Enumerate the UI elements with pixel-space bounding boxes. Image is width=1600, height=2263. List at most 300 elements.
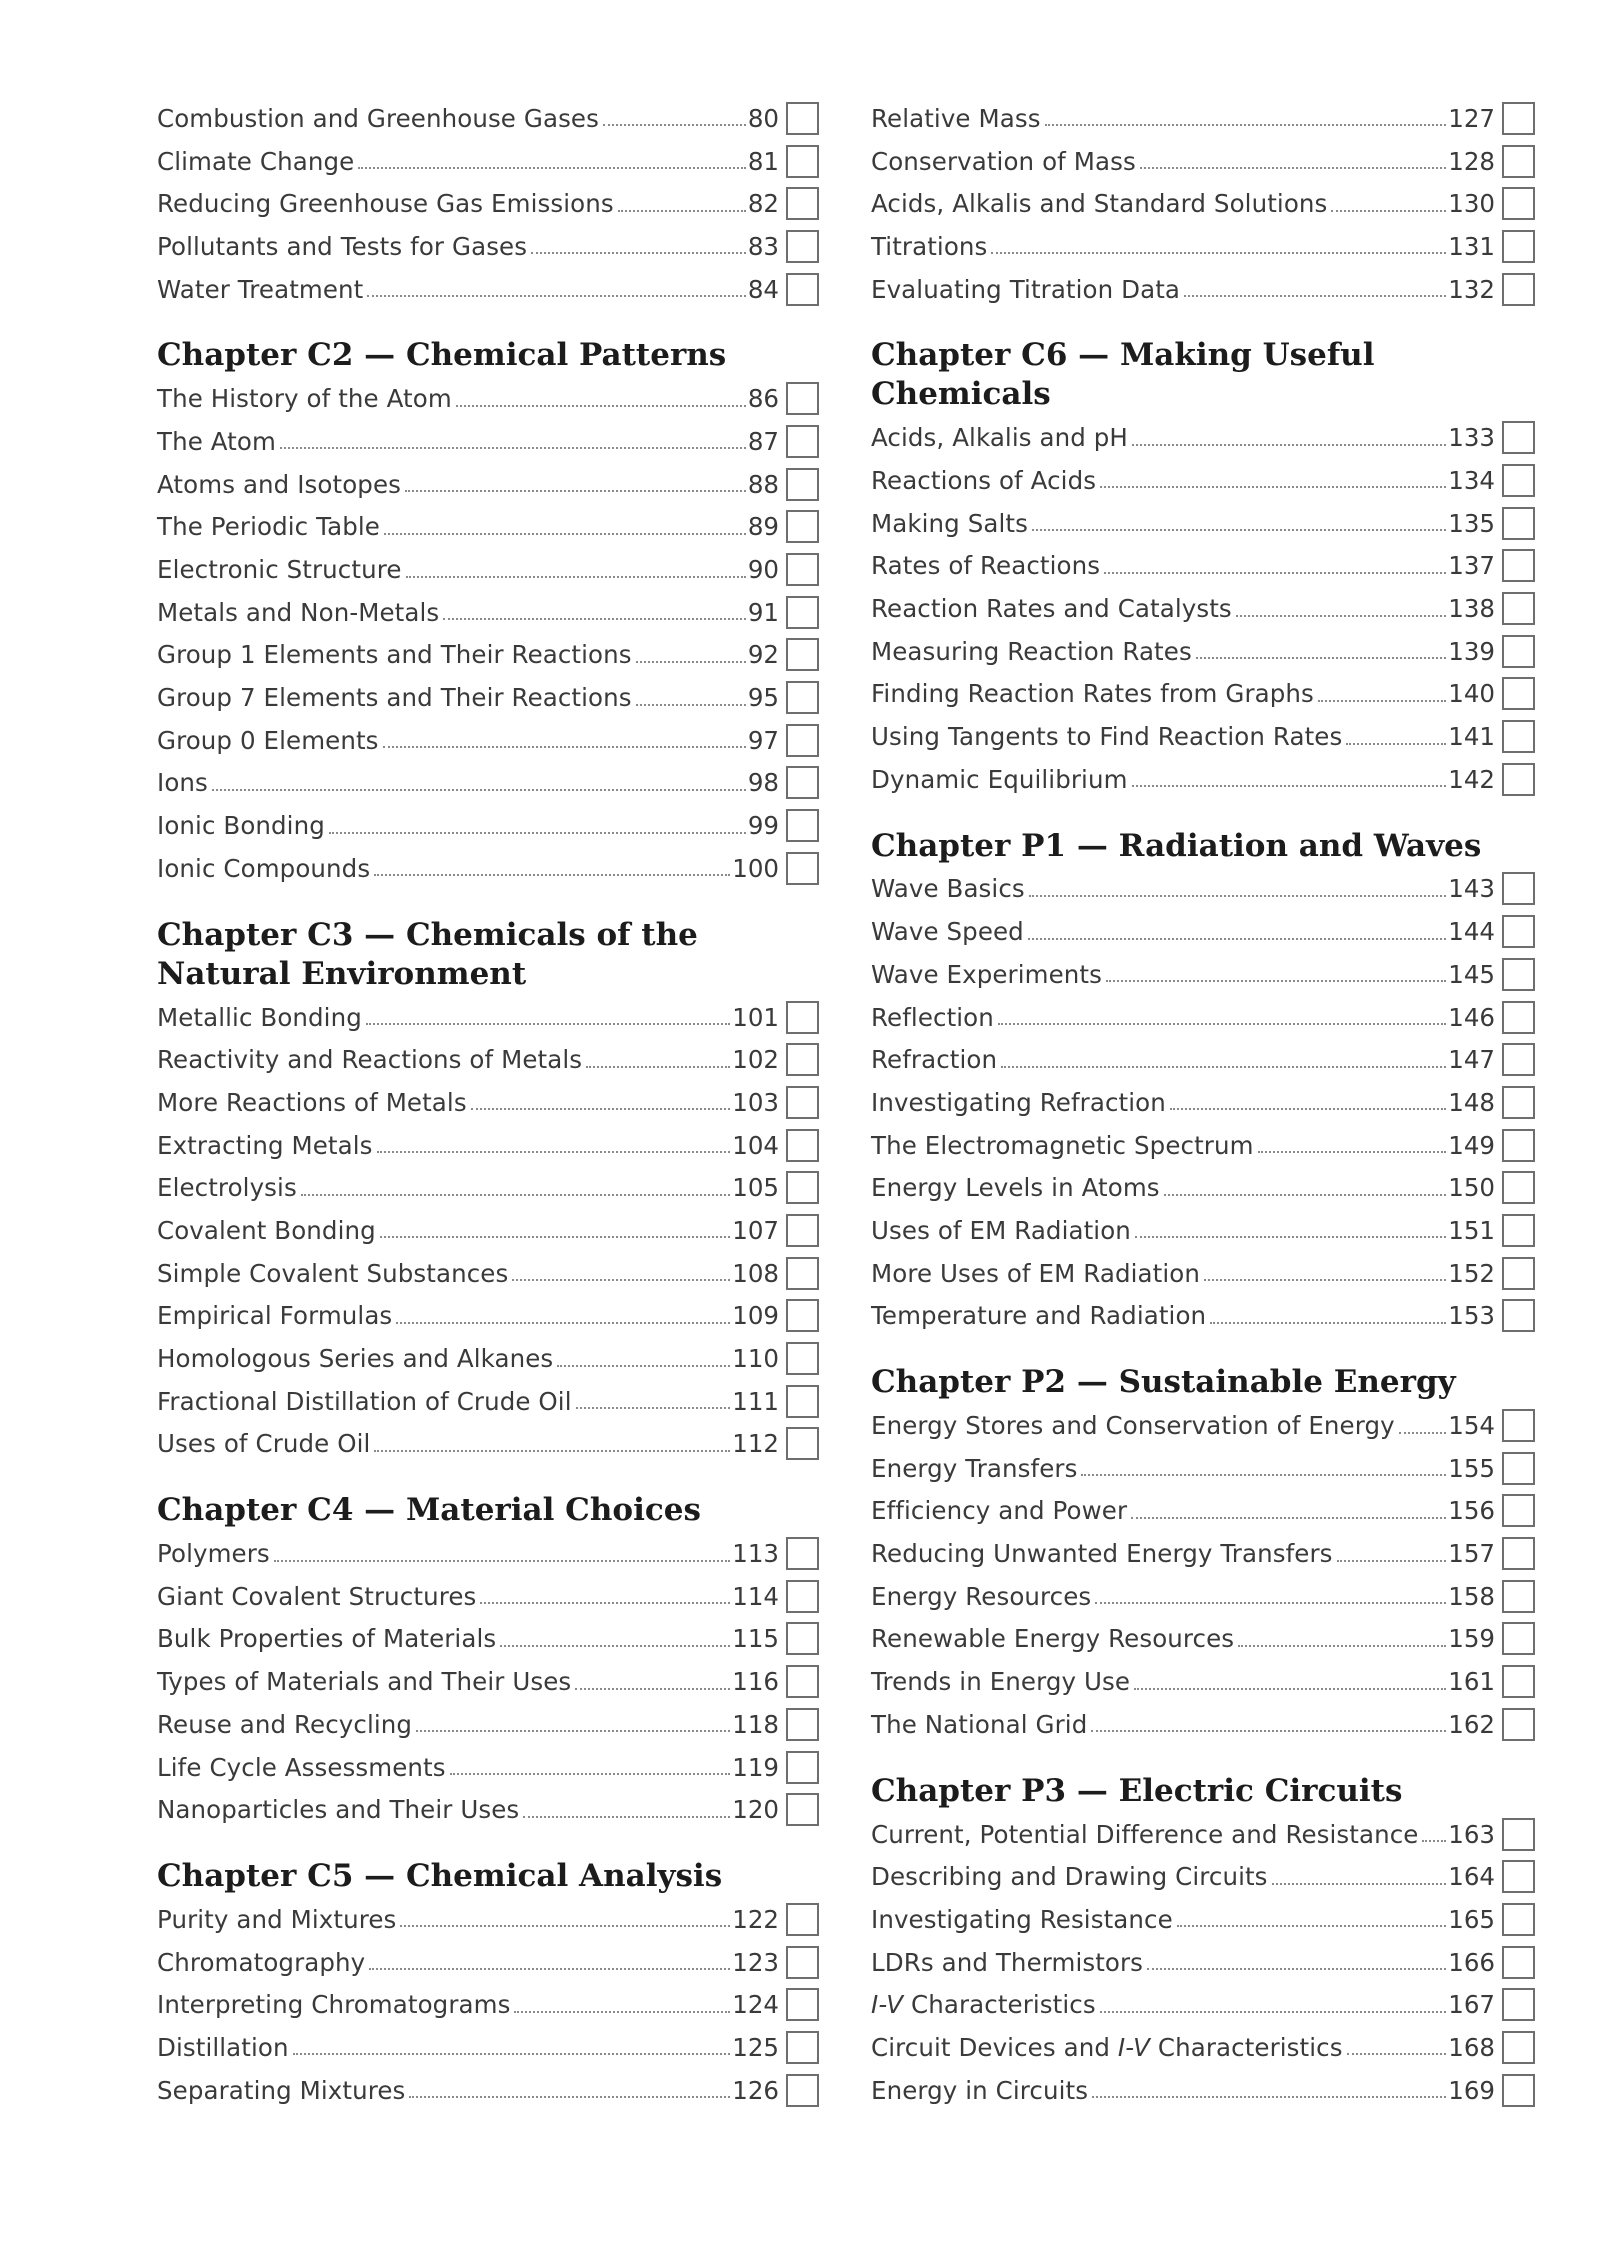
- page-number: 112: [732, 1429, 779, 1459]
- page-number: 99: [747, 811, 779, 841]
- page-number: 109: [732, 1301, 779, 1331]
- dot-leader: [405, 490, 746, 492]
- dot-leader: [367, 295, 745, 297]
- page-number: 124: [732, 1990, 779, 2020]
- entry-title: Refraction: [871, 1045, 998, 1075]
- entry-title: Energy Stores and Conservation of Energy: [871, 1411, 1395, 1441]
- contents-entry: [871, 910, 1535, 953]
- progress-checkbox[interactable]: [1502, 230, 1535, 263]
- contents-entry: [157, 847, 819, 890]
- page-number: 152: [1448, 1258, 1495, 1288]
- entry-title: Interpreting Chromatograms: [157, 1990, 511, 2020]
- page-number: 80: [747, 103, 779, 133]
- contents-entry: [871, 1618, 1535, 1661]
- progress-checkbox[interactable]: [786, 1793, 819, 1826]
- contents-entry: [871, 587, 1535, 630]
- entry-title: Reactivity and Reactions of Metals: [157, 1045, 583, 1075]
- page-number: 138: [1448, 594, 1495, 624]
- progress-checkbox[interactable]: [1502, 1622, 1535, 1655]
- contents-entry: [871, 140, 1535, 183]
- dot-leader: [374, 1450, 730, 1452]
- dot-leader: [369, 1968, 730, 1970]
- contents-entry: [871, 715, 1535, 758]
- entry-title: Dynamic Equilibrium: [871, 764, 1128, 794]
- contents-entry: [157, 1081, 819, 1124]
- progress-checkbox[interactable]: [786, 102, 819, 135]
- progress-checkbox[interactable]: [786, 1988, 819, 2021]
- dot-leader: [576, 1407, 731, 1409]
- dot-leader: [358, 167, 746, 169]
- progress-checkbox[interactable]: [1502, 1494, 1535, 1527]
- entry-title: Titrations: [871, 231, 988, 261]
- progress-checkbox[interactable]: [1502, 1001, 1535, 1034]
- dot-leader: [274, 1560, 730, 1562]
- progress-checkbox[interactable]: [1502, 549, 1535, 582]
- progress-checkbox[interactable]: [1502, 2031, 1535, 2064]
- progress-checkbox[interactable]: [786, 1622, 819, 1655]
- progress-checkbox[interactable]: [786, 596, 819, 629]
- progress-checkbox[interactable]: [1502, 1860, 1535, 1893]
- progress-checkbox[interactable]: [1502, 187, 1535, 220]
- entry-title: Reaction Rates and Catalysts: [871, 594, 1232, 624]
- dot-leader: [603, 124, 746, 126]
- progress-checkbox[interactable]: [786, 809, 819, 842]
- contents-entry: [157, 676, 819, 719]
- progress-checkbox[interactable]: [1502, 958, 1535, 991]
- progress-checkbox[interactable]: [786, 1708, 819, 1741]
- entry-title-part: Circuit Devices and: [871, 2032, 1118, 2062]
- dot-leader: [1318, 700, 1446, 702]
- entry-title: Chromatography: [157, 1947, 366, 1977]
- progress-checkbox[interactable]: [786, 852, 819, 885]
- entry-title: Polymers: [157, 1539, 270, 1569]
- page-number: 127: [1448, 103, 1495, 133]
- progress-checkbox[interactable]: [1502, 464, 1535, 497]
- progress-checkbox[interactable]: [1502, 1946, 1535, 1979]
- page-number: 169: [1448, 2075, 1495, 2105]
- page-number: 151: [1448, 1215, 1495, 1245]
- entry-title: Fractional Distillation of Crude Oil: [157, 1386, 572, 1416]
- entry-title: Energy Transfers: [871, 1453, 1078, 1483]
- contents-entry: [871, 416, 1535, 459]
- page-number: 89: [747, 512, 779, 542]
- progress-checkbox[interactable]: [786, 425, 819, 458]
- page-number: 153: [1448, 1301, 1495, 1331]
- dot-leader: [1170, 1108, 1446, 1110]
- progress-checkbox[interactable]: [786, 1751, 819, 1784]
- page-number: 118: [732, 1709, 779, 1739]
- entry-title: Life Cycle Assessments: [157, 1752, 446, 1782]
- entry-title-part: Characteristics: [1150, 2032, 1343, 2062]
- dot-leader: [1045, 124, 1447, 126]
- progress-checkbox[interactable]: [1502, 763, 1535, 796]
- dot-leader: [1331, 210, 1446, 212]
- contents-entry: [157, 1295, 819, 1338]
- dot-leader: [384, 533, 746, 535]
- dot-leader: [1106, 980, 1446, 982]
- page-number: 92: [747, 640, 779, 670]
- progress-checkbox[interactable]: [786, 1257, 819, 1290]
- dot-leader: [512, 1279, 730, 1281]
- contents-entry: [871, 1855, 1535, 1898]
- page-number: 130: [1448, 189, 1495, 219]
- contents-entry: [871, 1038, 1535, 1081]
- progress-checkbox[interactable]: [786, 187, 819, 220]
- entry-title-italic: I-V: [1117, 2032, 1151, 2062]
- entry-title: LDRs and Thermistors: [871, 1947, 1144, 1977]
- page-number: 145: [1448, 959, 1495, 989]
- dot-leader: [456, 405, 746, 407]
- entry-title: Ionic Compounds: [157, 853, 371, 883]
- page-number: 125: [732, 2032, 779, 2062]
- page-number: 149: [1448, 1130, 1495, 1160]
- progress-checkbox[interactable]: [786, 2031, 819, 2064]
- contents-entry: [157, 377, 819, 420]
- dot-leader: [1422, 1840, 1446, 1842]
- page-number: 87: [747, 426, 779, 456]
- contents-entry: [157, 182, 819, 225]
- contents-entry: [157, 591, 819, 634]
- progress-checkbox[interactable]: [786, 230, 819, 263]
- page-number: 146: [1448, 1002, 1495, 1032]
- dot-leader: [1100, 486, 1446, 488]
- contents-entry: [157, 1941, 819, 1984]
- dot-leader: [1347, 2053, 1447, 2055]
- page-number: 135: [1448, 508, 1495, 538]
- entry-title: Metallic Bonding: [157, 1002, 362, 1032]
- dot-leader: [1258, 1151, 1447, 1153]
- page-number: 115: [732, 1624, 779, 1654]
- dot-leader: [301, 1194, 730, 1196]
- entry-title: More Uses of EM Radiation: [871, 1258, 1200, 1288]
- progress-checkbox[interactable]: [1502, 1043, 1535, 1076]
- contents-entry: [157, 1124, 819, 1167]
- dot-leader: [998, 1023, 1446, 1025]
- progress-checkbox[interactable]: [786, 2074, 819, 2107]
- progress-checkbox[interactable]: [1502, 1129, 1535, 1162]
- contents-entry: [871, 953, 1535, 996]
- page-number: 105: [732, 1173, 779, 1203]
- entry-title: More Reactions of Metals: [157, 1087, 467, 1117]
- contents-section: [871, 336, 1535, 800]
- page-number: 142: [1448, 764, 1495, 794]
- entry-title: Reuse and Recycling: [157, 1709, 413, 1739]
- dot-leader: [1236, 615, 1446, 617]
- progress-checkbox[interactable]: [1502, 1299, 1535, 1332]
- page-number: 100: [732, 853, 779, 883]
- dot-leader: [557, 1365, 730, 1367]
- entry-title: Current, Potential Difference and Resistance: [871, 1819, 1419, 1849]
- progress-checkbox[interactable]: [1502, 1537, 1535, 1570]
- progress-checkbox[interactable]: [786, 1580, 819, 1613]
- entry-title: Giant Covalent Structures: [157, 1581, 477, 1611]
- entry-title: Metals and Non-Metals: [157, 597, 440, 627]
- contents-entry: [157, 548, 819, 591]
- dot-leader: [366, 1023, 730, 1025]
- entry-title: Empirical Formulas: [157, 1301, 393, 1331]
- progress-checkbox[interactable]: [1502, 421, 1535, 454]
- contents-entry: [157, 1618, 819, 1661]
- page-number: 91: [747, 597, 779, 627]
- dot-leader: [406, 576, 746, 578]
- progress-checkbox[interactable]: [786, 638, 819, 671]
- page-number: 159: [1448, 1624, 1495, 1654]
- contents-section: [871, 1363, 1535, 1746]
- progress-checkbox[interactable]: [786, 1129, 819, 1162]
- chapter-heading: Chapter C6 — Making Useful Chemicals: [871, 337, 1375, 413]
- dot-leader: [1028, 938, 1446, 940]
- progress-checkbox[interactable]: [1502, 1452, 1535, 1485]
- entry-title: Renewable Energy Resources: [871, 1624, 1235, 1654]
- progress-checkbox[interactable]: [1502, 872, 1535, 905]
- contents-entry: [871, 1081, 1535, 1124]
- contents-entry: [871, 2069, 1535, 2112]
- dot-leader: [1204, 1279, 1446, 1281]
- contents-entry: [157, 1380, 819, 1423]
- progress-checkbox[interactable]: [1502, 677, 1535, 710]
- dot-leader: [1131, 1517, 1446, 1519]
- progress-checkbox[interactable]: [786, 1043, 819, 1076]
- entry-title: Atoms and Isotopes: [157, 469, 401, 499]
- dot-leader: [523, 1816, 730, 1818]
- entry-title: Reducing Greenhouse Gas Emissions: [157, 189, 614, 219]
- progress-checkbox[interactable]: [786, 1214, 819, 1247]
- dot-leader: [1132, 785, 1447, 787]
- progress-checkbox[interactable]: [786, 724, 819, 757]
- progress-checkbox[interactable]: [1502, 1580, 1535, 1613]
- contents-section: [157, 336, 819, 889]
- contents-entry: [157, 1898, 819, 1941]
- progress-checkbox[interactable]: [786, 1946, 819, 1979]
- entry-title: Acids, Alkalis and Standard Solutions: [871, 189, 1328, 219]
- entry-title: Rates of Reactions: [871, 551, 1101, 581]
- entry-title: Bulk Properties of Materials: [157, 1624, 497, 1654]
- contents-entry: [871, 758, 1535, 801]
- entry-title: Acids, Alkalis and pH: [871, 423, 1128, 453]
- entry-title: Wave Speed: [871, 917, 1024, 947]
- page-number: 83: [747, 231, 779, 261]
- contents-entry: [871, 1898, 1535, 1941]
- page-number: 139: [1448, 636, 1495, 666]
- page-number: 167: [1448, 1990, 1495, 2020]
- entry-title: Uses of EM Radiation: [871, 1215, 1131, 1245]
- progress-checkbox[interactable]: [1502, 1214, 1535, 1247]
- progress-checkbox[interactable]: [1502, 507, 1535, 540]
- progress-checkbox[interactable]: [1502, 635, 1535, 668]
- entry-title-italic: I-V: [871, 1990, 904, 2020]
- chapter-heading: Chapter P3 — Electric Circuits: [871, 1772, 1403, 1809]
- contents-section: [157, 916, 819, 1466]
- contents-entry: [157, 762, 819, 805]
- contents-entry: [871, 1124, 1535, 1167]
- contents-entry: [871, 868, 1535, 911]
- contents-entry: [157, 420, 819, 463]
- chapter-heading: Chapter P2 — Sustainable Energy: [871, 1364, 1456, 1401]
- progress-checkbox[interactable]: [1502, 145, 1535, 178]
- page-number: 88: [747, 469, 779, 499]
- page-number: 82: [747, 189, 779, 219]
- progress-checkbox[interactable]: [786, 468, 819, 501]
- progress-checkbox[interactable]: [1502, 1409, 1535, 1442]
- page-number: 107: [732, 1215, 779, 1245]
- contents-entry: [157, 634, 819, 677]
- contents-entry: [157, 2026, 819, 2069]
- dot-leader: [1177, 1925, 1446, 1927]
- contents-entry: [157, 2069, 819, 2112]
- progress-checkbox[interactable]: [1502, 102, 1535, 135]
- entry-title: The National Grid: [871, 1709, 1088, 1739]
- chapter-heading: Chapter P1 — Radiation and Waves: [871, 827, 1482, 864]
- contents-section: [871, 827, 1535, 1338]
- dot-leader: [380, 1236, 730, 1238]
- entry-title: Nanoparticles and Their Uses: [157, 1795, 520, 1825]
- page-number: 137: [1448, 551, 1495, 581]
- entry-title: Separating Mixtures: [157, 2075, 406, 2105]
- dot-leader: [1091, 1730, 1446, 1732]
- contents-entry: [157, 140, 819, 183]
- progress-checkbox[interactable]: [1502, 1665, 1535, 1698]
- progress-checkbox[interactable]: [786, 1665, 819, 1698]
- page-number: 114: [732, 1581, 779, 1611]
- progress-checkbox[interactable]: [1502, 1171, 1535, 1204]
- contents-entry: [871, 502, 1535, 545]
- progress-checkbox[interactable]: [786, 510, 819, 543]
- dot-leader: [1196, 657, 1446, 659]
- entry-title: Conservation of Mass: [871, 146, 1136, 176]
- progress-checkbox[interactable]: [1502, 273, 1535, 306]
- progress-checkbox[interactable]: [786, 681, 819, 714]
- progress-checkbox[interactable]: [1502, 1818, 1535, 1851]
- entry-title: Investigating Refraction: [871, 1087, 1166, 1117]
- progress-checkbox[interactable]: [786, 1299, 819, 1332]
- contents-section: [157, 1491, 819, 1831]
- progress-checkbox[interactable]: [1502, 1988, 1535, 2021]
- dot-leader: [416, 1730, 730, 1732]
- entry-title: [871, 2033, 1345, 2062]
- chapter-heading-continued: Natural Environment: [157, 955, 527, 992]
- entry-title: Evaluating Titration Data: [871, 274, 1181, 304]
- dot-leader: [1210, 1322, 1446, 1324]
- progress-checkbox[interactable]: [786, 1385, 819, 1418]
- chapter-heading: Chapter C2 — Chemical Patterns: [157, 337, 727, 374]
- progress-checkbox[interactable]: [786, 766, 819, 799]
- page-number: 165: [1448, 1904, 1495, 1934]
- progress-checkbox[interactable]: [1502, 1257, 1535, 1290]
- entry-title: Investigating Resistance: [871, 1904, 1173, 1934]
- progress-checkbox[interactable]: [786, 1086, 819, 1119]
- progress-checkbox[interactable]: [1502, 1708, 1535, 1741]
- entry-title: Ions: [157, 768, 208, 798]
- contents-section: [871, 97, 1535, 310]
- progress-checkbox[interactable]: [786, 1171, 819, 1204]
- entry-title: Distillation: [157, 2032, 289, 2062]
- page-number: 108: [732, 1258, 779, 1288]
- progress-checkbox[interactable]: [1502, 1086, 1535, 1119]
- contents-entry: [157, 97, 819, 140]
- dot-leader: [212, 789, 746, 791]
- entry-title: Temperature and Radiation: [871, 1301, 1207, 1331]
- progress-checkbox[interactable]: [1502, 720, 1535, 753]
- progress-checkbox[interactable]: [1502, 915, 1535, 948]
- dot-leader: [1399, 1432, 1447, 1434]
- page-number: 156: [1448, 1496, 1495, 1526]
- progress-checkbox[interactable]: [786, 1537, 819, 1570]
- page-number: 163: [1448, 1819, 1495, 1849]
- contents-entry: [157, 1746, 819, 1789]
- page-number: 119: [732, 1752, 779, 1782]
- entry-title: Wave Basics: [871, 874, 1025, 904]
- page-number: 128: [1448, 146, 1495, 176]
- contents-section: [157, 97, 819, 310]
- page-number: 126: [732, 2075, 779, 2105]
- contents-entry: [871, 1447, 1535, 1490]
- progress-checkbox[interactable]: [1502, 2074, 1535, 2107]
- contents-entry: [157, 225, 819, 268]
- entry-title: Climate Change: [157, 146, 355, 176]
- page-number: 141: [1448, 722, 1495, 752]
- entry-title: Electronic Structure: [157, 555, 402, 585]
- page-number: 111: [732, 1386, 779, 1416]
- progress-checkbox[interactable]: [786, 553, 819, 586]
- contents-entry: [871, 1166, 1535, 1209]
- progress-checkbox[interactable]: [786, 1427, 819, 1460]
- page-number: 98: [747, 768, 779, 798]
- page-number: 147: [1448, 1045, 1495, 1075]
- entry-title: Trends in Energy Use: [871, 1667, 1131, 1697]
- progress-checkbox[interactable]: [786, 1342, 819, 1375]
- entry-title: Extracting Metals: [157, 1130, 373, 1160]
- progress-checkbox[interactable]: [786, 145, 819, 178]
- contents-entry: [157, 506, 819, 549]
- page-number: 154: [1448, 1411, 1495, 1441]
- progress-checkbox[interactable]: [1502, 1903, 1535, 1936]
- progress-checkbox[interactable]: [786, 273, 819, 306]
- dot-leader: [1095, 1602, 1446, 1604]
- progress-checkbox[interactable]: [786, 382, 819, 415]
- dot-leader: [471, 1108, 731, 1110]
- dot-leader: [1100, 2011, 1447, 2013]
- contents-entry: [157, 719, 819, 762]
- contents-entry: [157, 1209, 819, 1252]
- page-number: 97: [747, 725, 779, 755]
- contents-entry: [871, 1532, 1535, 1575]
- dot-leader: [575, 1688, 730, 1690]
- entry-title: Group 7 Elements and Their Reactions: [157, 683, 632, 713]
- contents-entry: [871, 1941, 1535, 1984]
- dot-leader: [636, 661, 746, 663]
- page-number: 95: [747, 683, 779, 713]
- dot-leader: [1092, 2096, 1446, 2098]
- progress-checkbox[interactable]: [1502, 592, 1535, 625]
- dot-leader: [396, 1322, 730, 1324]
- progress-checkbox[interactable]: [786, 1903, 819, 1936]
- chapter-heading: Chapter C3 — Chemicals of the: [157, 916, 698, 953]
- dot-leader: [1140, 167, 1446, 169]
- progress-checkbox[interactable]: [786, 1001, 819, 1034]
- contents-entry: [157, 1703, 819, 1746]
- entry-title: Combustion and Greenhouse Gases: [157, 103, 599, 133]
- dot-leader: [1164, 1194, 1447, 1196]
- entry-title-part: Characteristics: [903, 1990, 1096, 2020]
- dot-leader: [531, 252, 746, 254]
- dot-leader: [586, 1066, 730, 1068]
- page-number: 84: [747, 274, 779, 304]
- page-number: 86: [747, 384, 779, 414]
- contents-entry: [157, 1983, 819, 2026]
- page-number: 81: [747, 146, 779, 176]
- page-number: 101: [732, 1002, 779, 1032]
- contents-entry: [871, 459, 1535, 502]
